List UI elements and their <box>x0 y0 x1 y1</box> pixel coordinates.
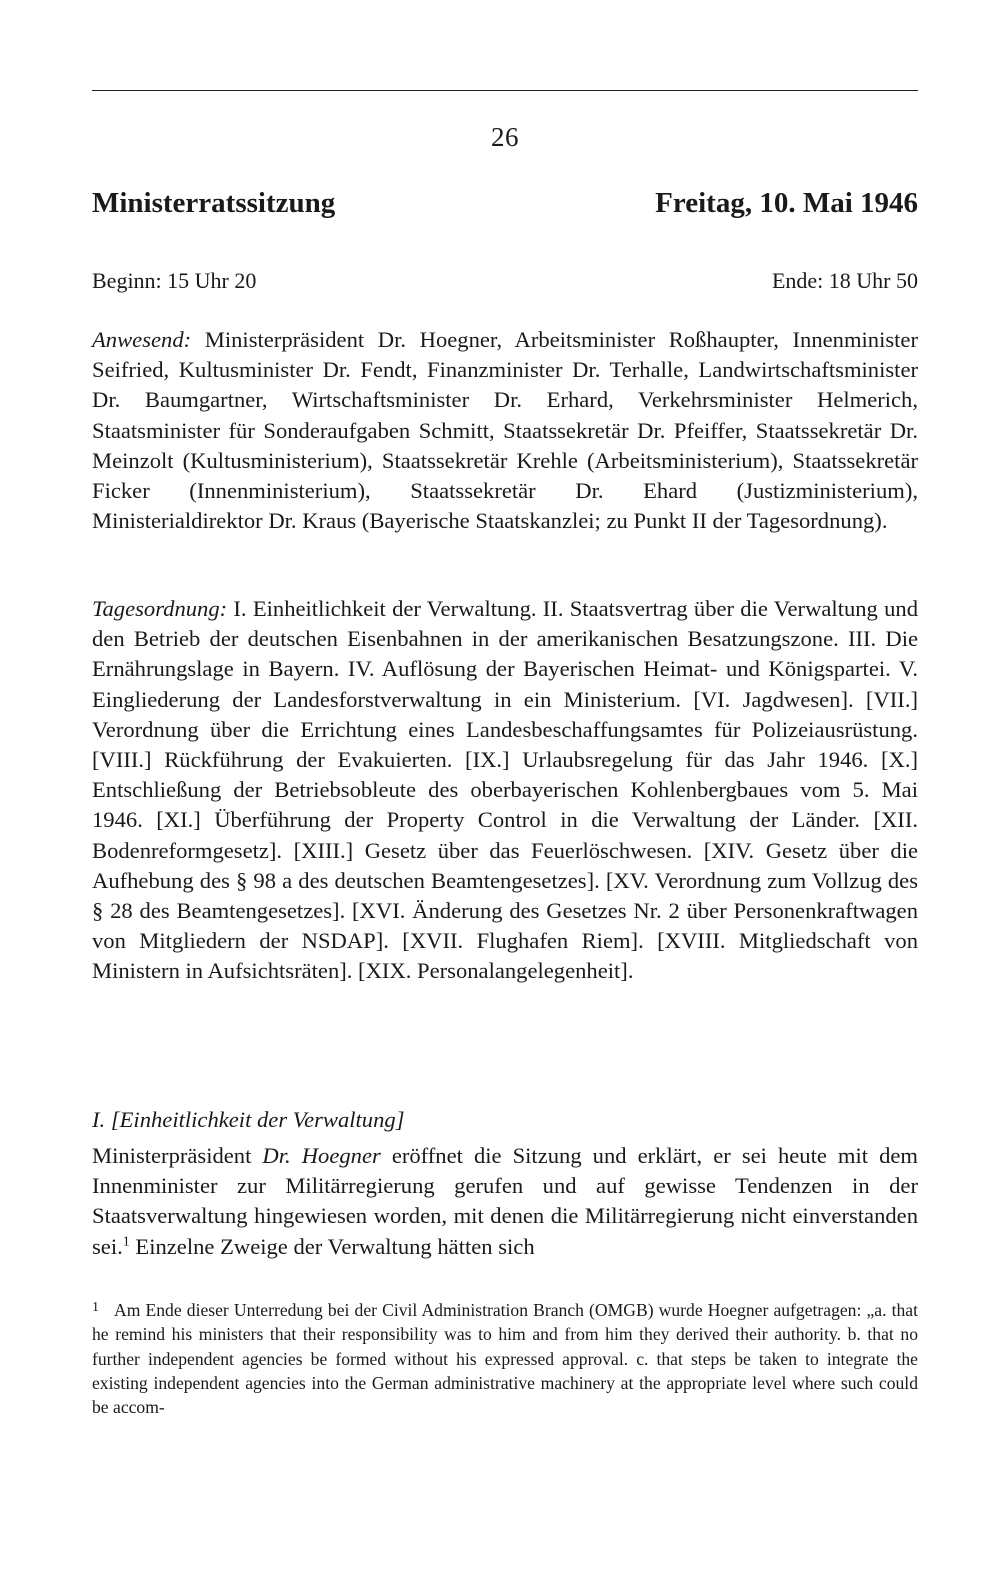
agenda-text: I. Einheitlichkeit der Verwaltung. II. Staatsvertrag über die Verwaltung und den Betrieb der deutschen Eisenbahnen in der amerikanischen Besatzungszone. III. Die Ernährungslage in Bayern. IV. Auflösung der Bayerischen Heimat- und Königspartei. V. Eingliederung der Landesforstverwaltung in ein Ministerium. [VI. Jagdwesen]. [VII.] Verordnung über die Errichtung eines Landesbeschaffungsamtes für Polizeiausrüstung. [VIII.] Rückführung der Evakuierten. [IX.] Urlaubsregelung für das Jahr 1946. [X.] Entschließung der Betriebsobleute des oberbayerischen Kohlenbergbaues vom 5. Mai 1946. [XI.] Überführung der Property Control in die Verwaltung der Länder. [XII. Bodenreformgesetz]. [XIII.] Gesetz über das Feuerlöschwesen. [XIV. Gesetz über die Aufhebung des § 98 a des deutschen Beamtengesetzes]. [XV. Verordnung zum Vollzug des § 28 des Beamtengesetzes]. [XVI. Änderung des Gesetzes Nr. 2 über Personenkraftwagen von Mitgliedern der NSDAP]. [XVII. Flughafen Riem]. [XVIII. Mitgliedschaft von Ministern in Aufsichtsräten]. [XIX. Personalangelegenheit]. <box>92 596 918 984</box>
end-time: Ende: 18 Uhr 50 <box>771 268 918 293</box>
session-title: Ministerratssitzung <box>92 187 336 219</box>
document-page <box>92 0 918 1585</box>
agenda-label: Tagesordnung: <box>92 596 228 621</box>
footnote: 1 Am Ende dieser Unterredung bei der Civil Administration Branch (OMGB) wurde Hoegner aufgetragen: „a. that he remind his ministers that their responsibility was to him and from him they derived their authority. b. that no further independent agencies be formed without his expressed approval. c. that steps be taken to integrate the existing independent agencies into the German administrative machinery at the appropriate level where such could be accom- <box>92 1299 918 1418</box>
attendance-label: Anwesend: <box>92 327 192 352</box>
attendance-text: Ministerpräsident Dr. Hoegner, Arbeitsminister Roßhaupter, Innenminister Seifried, Kultusminister Dr. Fendt, Finanzminister Dr. Terhalle, Landwirtschaftsminister Dr. Baumgartner, Wirtschaftsminister Dr. Erhard, Verkehrsminister Helmerich, Staatsminister für Sonderaufgaben Schmitt, Staatssekretär Dr. Pfeiffer, Staatssekretär Dr. Meinzolt (Kultusministerium), Staatssekretär Krehle (Arbeitsministerium), Staatssekretär Ficker (Innenministerium), Staatssekretär Dr. Ehard (Justizministerium), Ministerialdirektor Dr. Kraus (Bayerische Staatskanzlei; zu Punkt II der Tagesordnung). <box>92 327 918 534</box>
document-number: 26 <box>491 122 519 152</box>
header-rule <box>92 90 918 91</box>
section-paragraph <box>92 1141 918 1262</box>
footnote-reference[interactable]: 1 <box>122 1234 130 1250</box>
begin-time: Beginn: 15 Uhr 20 <box>92 268 257 293</box>
section-heading: I. [Einheitlichkeit der Verwaltung] <box>92 1107 405 1132</box>
section-text: eröffnet die Sitzung und erklärt, er sei heute mit dem Innenminister zur Militärregierung gerufen und auf gewisse Tendenzen in der Staatsverwaltung hingewiesen worden, mit denen die Militärregierung nicht einverstanden sei. <box>92 1143 918 1259</box>
footnote-text: Am Ende dieser Unterredung bei der Civil Administration Branch (OMGB) wurde Hoegner aufgetragen: „a. that he remind his ministers that their responsibility was to him and from him they derived their authority. b. that no further independent agencies be formed without his expressed approval. c. that steps be taken to integrate the existing independent agencies into the German administrative machinery at the appropriate level where such could be accom- <box>92 1300 918 1418</box>
speaker-name: Dr. Hoegner <box>262 1143 381 1168</box>
section-lead: Ministerpräsident <box>92 1143 263 1168</box>
agenda-paragraph <box>92 594 918 987</box>
section-text-continued: Einzelne Zweige der Verwaltung hätten sich <box>129 1233 535 1259</box>
session-date: Freitag, 10. Mai 1946 <box>655 187 918 219</box>
session-times <box>92 266 918 296</box>
attendance-paragraph <box>92 325 918 536</box>
session-heading <box>92 183 918 223</box>
